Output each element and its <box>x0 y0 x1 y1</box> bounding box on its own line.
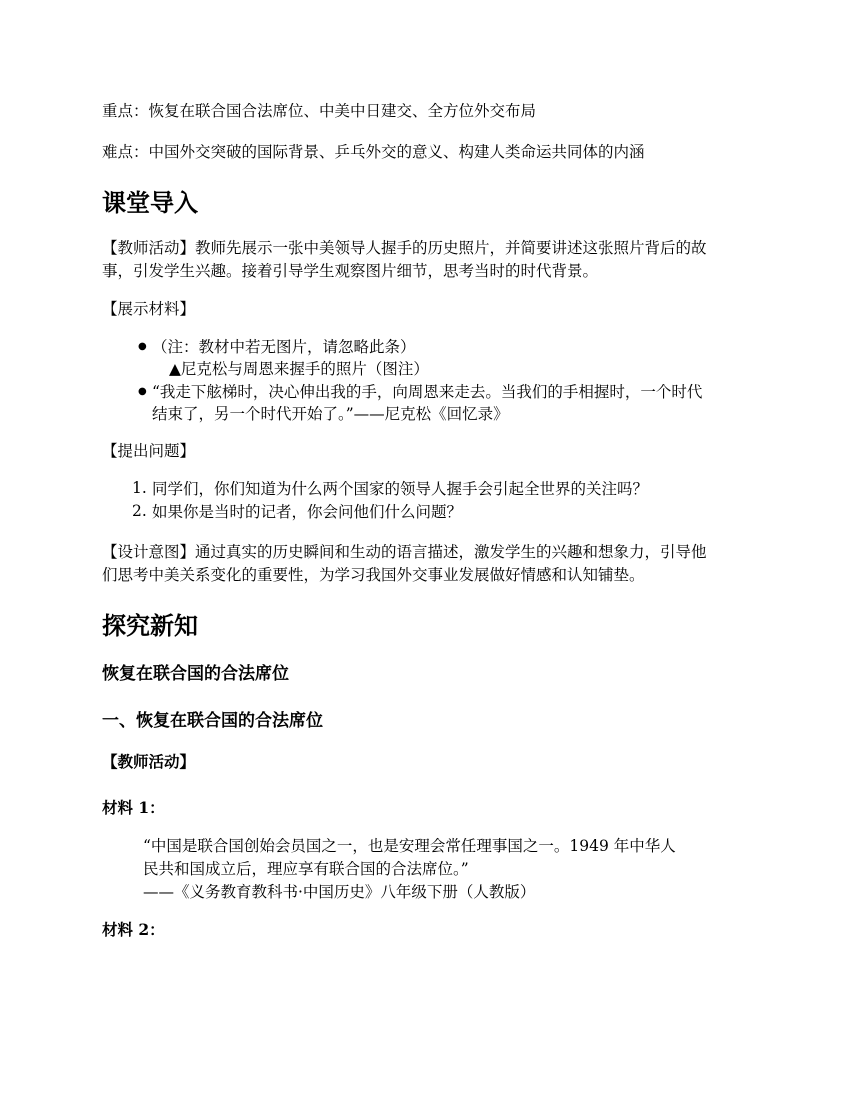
material-item-1-line2: ▲尼克松与周恩来握手的照片（图注） <box>169 360 429 378</box>
material-1-label: 材料 1： <box>102 798 165 817</box>
material-1-line1: “中国是联合国创始会员国之一，也是安理会常任理事国之一。1949 年中华人 <box>143 837 676 855</box>
design-intent-line2: 们思考中美关系变化的重要性，为学习我国外交事业发展做好情感和认知铺垫。 <box>102 566 645 584</box>
materials-label: 【展示材料】 <box>102 300 196 318</box>
bullet-icon: ● <box>138 341 147 352</box>
difficult-points: 难点：中国外交突破的国际背景、乒乓外交的意义、构建人类命运共同体的内涵 <box>102 143 645 161</box>
teacher-activity-line1: 【教师活动】教师先展示一张中美领导人握手的历史照片，并简要讲述这张照片背后的故 <box>102 239 707 257</box>
material-item-2-line2: 结束了，另一个时代开始了。”——尼克松《回忆录》 <box>152 405 509 423</box>
subheading-un-seat: 恢复在联合国的合法席位 <box>102 664 289 684</box>
question-number: 2. <box>132 502 147 520</box>
key-points: 重点：恢复在联合国合法席位、中美中日建交、全方位外交布局 <box>102 102 537 120</box>
subheading-section-one: 一、恢复在联合国的合法席位 <box>102 711 323 731</box>
bullet-icon: ● <box>138 386 147 397</box>
heading-class-intro: 课堂导入 <box>102 189 198 217</box>
material-1-source: ——《义务教育教科书·中国历史》八年级下册（人教版） <box>143 883 536 901</box>
question-text: 同学们，你们知道为什么两个国家的领导人握手会引起全世界的关注吗？ <box>152 480 649 498</box>
teacher-activity-label: 【教师活动】 <box>102 752 196 771</box>
questions-label: 【提出问题】 <box>102 442 196 460</box>
design-intent-line1: 【设计意图】通过真实的历史瞬间和生动的语言描述，激发学生的兴趣和想象力，引导他 <box>102 543 707 561</box>
heading-explore-new: 探究新知 <box>102 612 198 640</box>
question-number: 1. <box>132 479 147 497</box>
material-1-line2: 民共和国成立后，理应享有联合国的合法席位。” <box>143 860 469 878</box>
question-text: 如果你是当时的记者，你会问他们什么问题？ <box>152 503 463 521</box>
material-2-label: 材料 2： <box>102 920 165 939</box>
material-item-2-line1: “我走下舷梯时，决心伸出我的手，向周恩来走去。当我们的手相握时，一个时代 <box>152 383 703 401</box>
teacher-activity-line2: 事，引发学生兴趣。接着引导学生观察图片细节，思考当时的时代背景。 <box>102 262 599 280</box>
material-item-1-line1: （注：教材中若无图片，请忽略此条） <box>152 338 416 356</box>
